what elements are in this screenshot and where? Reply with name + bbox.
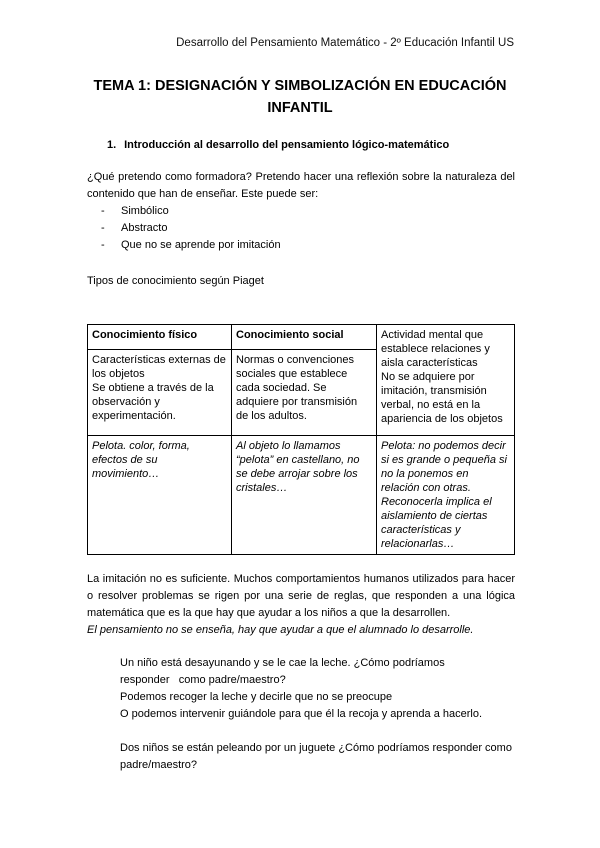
bullet-marker: - [101,205,105,217]
case1-question-line1: Un niño está desayunando y se le cae la leche. ¿Cómo podríamos [120,657,445,669]
bullet-marker: - [101,239,105,251]
intro-paragraph: ¿Qué pretendo como formadora? Pretendo hacer una reflexión sobre la naturaleza del contenido que han de enseñar. Este puede ser: [87,171,515,200]
table-row [88,436,515,555]
table-header-row [88,325,515,350]
piaget-types-label: Tipos de conocimiento según Piaget [87,275,264,287]
physical-example: Pelota. color, forma, efectos de su movimiento… [88,436,232,555]
header-physical: Conocimiento físico [88,325,232,350]
list-item [101,220,281,237]
imitation-paragraph [87,571,515,639]
imitation-text: La imitación no es suficiente. Muchos comportamientos humanos utilizados para hacer o resolver problemas se rigen por una serie de reglas, que responden a una lógica matemática que es la que hay que ayudar a los niños a que la desarrollen. [87,573,515,619]
social-description: Normas o convenciones sociales que establece cada sociedad. Se adquiere por transmisión de los adultos. [232,350,377,436]
list-item [101,203,281,220]
document-title [60,75,540,119]
physical-description: Características externas de los objetos Se obtiene a través de la observación y experimentación. [88,350,232,436]
bullet-marker: - [101,222,105,234]
page-header: Desarrollo del Pensamiento Matemático - 2º Educación Infantil US [176,37,514,49]
case1-answer-2: O podemos intervenir guiándole para que él la recoja y aprenda a hacerlo. [120,708,483,720]
piaget-knowledge-table [87,324,515,555]
case2-question-line2: padre/maestro? [120,759,198,771]
header-social: Conocimiento social [232,325,377,350]
logical-math-description: Actividad mental que establece relaciones y aisla características No se adquiere por imitación, transmisión verbal, no está en la apariencia de los objetos [377,325,515,436]
case-examples [120,655,520,774]
imitation-italic-note: El pensamiento no se enseña, hay que ayudar a que el alumnado lo desarrolle. [87,624,474,636]
section-heading [107,139,449,151]
section-number: 1. [107,139,117,151]
list-item [101,237,281,254]
case1-question-line2: responder como padre/maestro? [120,674,286,686]
title-line-1: TEMA 1: DESIGNACIÓN Y SIMBOLIZACIÓN EN EDUCACIÓN [93,78,507,94]
section-heading-text: Introducción al desarrollo del pensamiento lógico-matemático [124,139,450,151]
list-item-text: Que no se aprende por imitación [121,239,281,251]
logical-example: Pelota: no podemos decir si es grande o pequeña si no la ponemos en relación con otras. Reconocerla implica el aislamiento de ciertas características y relacionarlas… [377,436,515,555]
case2-question-line1: Dos niños se están peleando por un juguete ¿Cómo podríamos responder como [120,742,512,754]
list-item-text: Abstracto [121,222,168,234]
list-item-text: Simbólico [121,205,169,217]
title-line-2: INFANTIL [267,100,333,116]
social-example: Al objeto lo llamamos “pelota” en castellano, no se debe arrojar sobre los cristales… [232,436,377,555]
case1-answer-1: Podemos recoger la leche y decirle que no se preocupe [120,691,393,703]
content-type-list [101,203,281,254]
